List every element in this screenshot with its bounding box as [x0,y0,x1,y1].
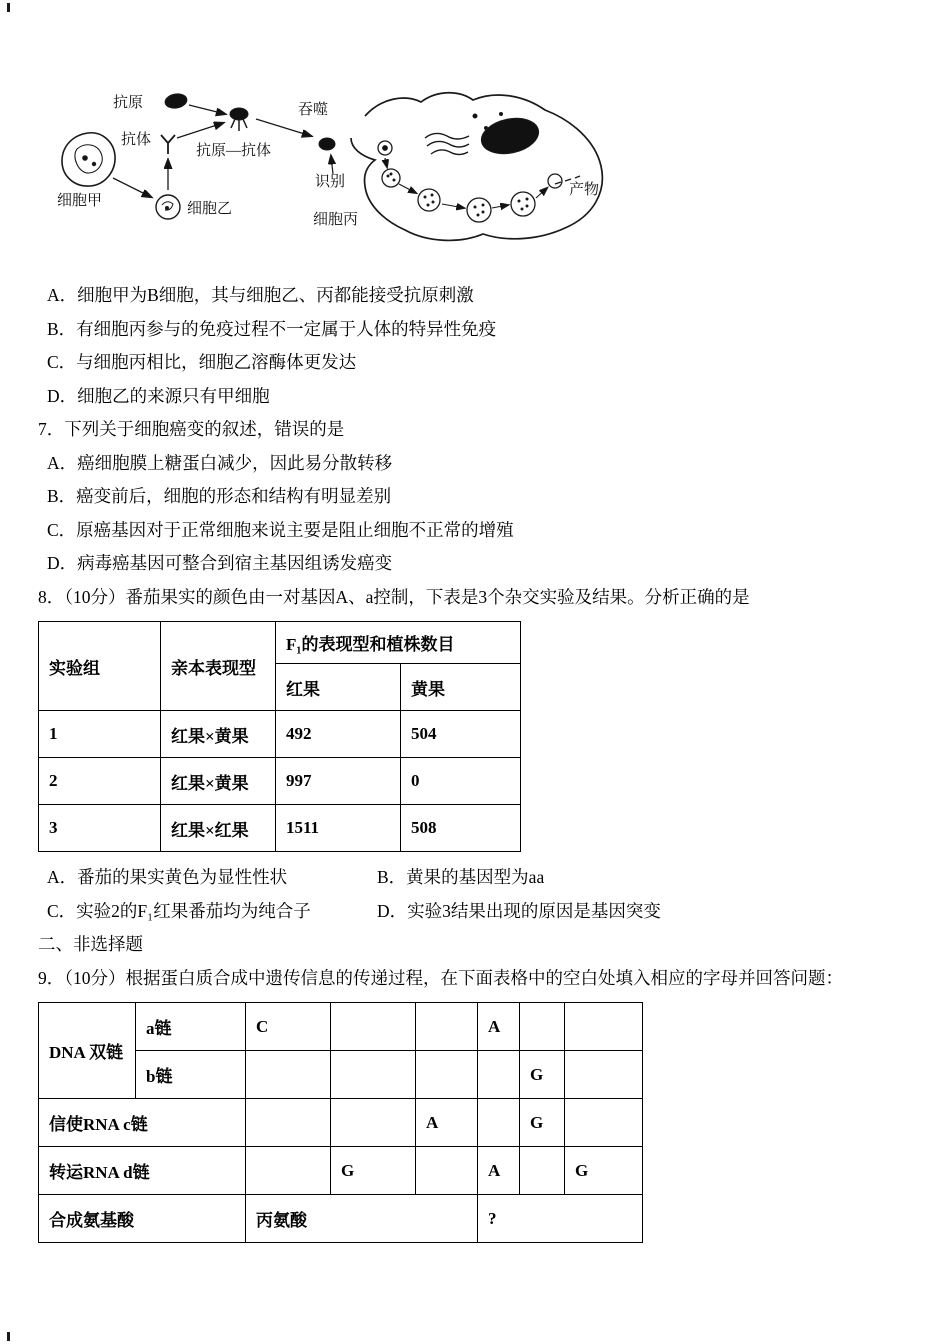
table-cell: 红果×黄果 [161,758,276,805]
arrow-complex-to-cell [256,119,311,136]
engulf-label: 吞噬 [298,102,329,118]
table-cell [331,1003,416,1051]
table-cell [331,1051,416,1099]
cell-b-label: 细胞乙 [187,201,233,217]
table-cell: A [416,1099,478,1147]
cell-b-drawing [156,195,180,219]
table-cell: 492 [276,711,401,758]
q7-option-c: C．原癌基因对于正常细胞来说主要是阻止细胞不正常的增殖 [47,519,514,540]
table-cell [520,1147,565,1195]
page-corner-mark [7,1332,10,1341]
cell-c-label: 细胞丙 [313,212,359,228]
table-cell: 997 [276,758,401,805]
antibody-label: 抗体 [121,132,152,148]
section-2-title: 二、非选择题 [38,934,143,954]
q8-stem: 8．（10分）番茄果实的颜色由一对基因A、a控制，下表是3个杂交实验及结果。分析正确的是 [38,586,750,607]
table-cell [565,1003,643,1051]
table-row [39,1147,643,1195]
q8-option-d: D．实验3结果出现的原因是基因突变 [377,900,661,921]
cell-a-label: 细胞甲 [57,193,103,209]
engulfed-complex-blob [319,138,335,150]
exam-content [38,279,923,1243]
table-row [39,1195,643,1243]
arrow-antigen-to-complex [189,105,225,114]
table-row [39,805,521,852]
immune-process-figure [55,86,625,259]
table-cell: G [331,1147,416,1195]
q8-option-b: B．黄果的基因型为aa [377,867,545,887]
table-cell: 1511 [276,805,401,852]
table-cell [416,1003,478,1051]
q7-option-a: A．癌细胞膜上糖蛋白减少，因此易分散转移 [47,452,393,473]
label-amino: 合成氨基酸 [39,1195,246,1243]
table-cell: G [520,1051,565,1099]
cell-c-organelles [378,113,580,223]
q9-genetic-code-table [38,1002,643,1243]
table-cell: 1 [39,711,161,758]
table-row [39,622,521,664]
q8-option-a: A．番茄的果实黄色为显性性状 [47,867,288,887]
table-cell [416,1147,478,1195]
q8-cross-table [38,621,521,852]
table-cell [520,1003,565,1051]
table-cell: A [478,1003,520,1051]
table-cell: G [565,1147,643,1195]
table-cell: C [246,1003,331,1051]
q7-option-d: D．病毒癌基因可整合到宿主基因组诱发癌变 [47,553,393,573]
header-f1: F₁的表现型和植株数目 [276,622,521,664]
immune-diagram [55,86,625,254]
header-parents: 亲本表现型 [161,622,276,711]
table-cell: G [520,1099,565,1147]
table-cell: 504 [401,711,521,758]
table-cell [478,1099,520,1147]
q6-option-a: A．细胞甲为B细胞，其与细胞乙、丙都能接受抗原刺激 [47,285,474,305]
antigen-antibody-complex-icon [230,108,248,131]
recognize-label: 识别 [315,174,346,190]
q6-option-d: D．细胞乙的来源只有甲细胞 [47,385,270,406]
header-group: 实验组 [39,622,161,711]
table-cell [246,1147,331,1195]
header-red: 红果 [276,664,401,711]
table-cell [331,1099,416,1147]
table-cell: A [478,1147,520,1195]
table-cell: 0 [401,758,521,805]
arrow-a-to-b [113,178,151,197]
table-cell: 508 [401,805,521,852]
q6-option-b: B．有细胞丙参与的免疫过程不一定属于人体的特异性免疫 [47,318,497,339]
q8-options-row-1 [38,861,923,895]
arrow-recognize [331,156,333,174]
table-row [39,758,521,805]
q7-stem: 7．下列关于细胞癌变的叙述，错误的是 [38,419,345,439]
table-cell [416,1051,478,1099]
header-yellow: 黄果 [401,664,521,711]
table-cell: 红果×黄果 [161,711,276,758]
page-corner-mark [7,3,10,12]
table-row [39,1099,643,1147]
q9-stem: 9．（10分）根据蛋白质合成中遗传信息的传递过程，在下面表格中的空白处填入相应的字母并回答问题： [38,967,843,988]
product-label: 产物 [569,182,600,198]
table-cell: 2 [39,758,161,805]
table-cell [565,1051,643,1099]
table-cell [478,1051,520,1099]
label-trna: 转运RNA d链 [39,1147,246,1195]
antibody-icon [161,135,175,154]
table-row [39,1003,643,1051]
label-mrna: 信使RNA c链 [39,1099,246,1147]
label-dna: DNA 双链 [39,1003,136,1099]
amino-acid-value: 丙氨酸 [246,1195,478,1243]
q8-options-row-2 [38,895,923,929]
antigen-antibody-label: 抗原—抗体 [196,143,272,159]
q7-option-b: B．癌变前后，细胞的形态和结构有明显差别 [47,486,392,506]
table-cell [565,1099,643,1147]
label-chain-b: b链 [136,1051,246,1099]
arrow-antibody-to-complex [177,123,223,138]
table-cell: 红果×红果 [161,805,276,852]
table-row [39,711,521,758]
table-cell [246,1099,331,1147]
label-chain-a: a链 [136,1003,246,1051]
cell-a-drawing [62,133,115,186]
antigen-label: 抗原 [113,95,144,111]
table-cell [246,1051,331,1099]
q6-option-c: C．与细胞丙相比，细胞乙溶酶体更发达 [47,352,357,372]
amino-acid-unknown: ? [478,1195,643,1243]
antigen-blob [164,92,188,110]
q8-option-c: C．实验2的F₁红果番茄均为纯合子 [47,900,311,921]
table-cell: 3 [39,805,161,852]
